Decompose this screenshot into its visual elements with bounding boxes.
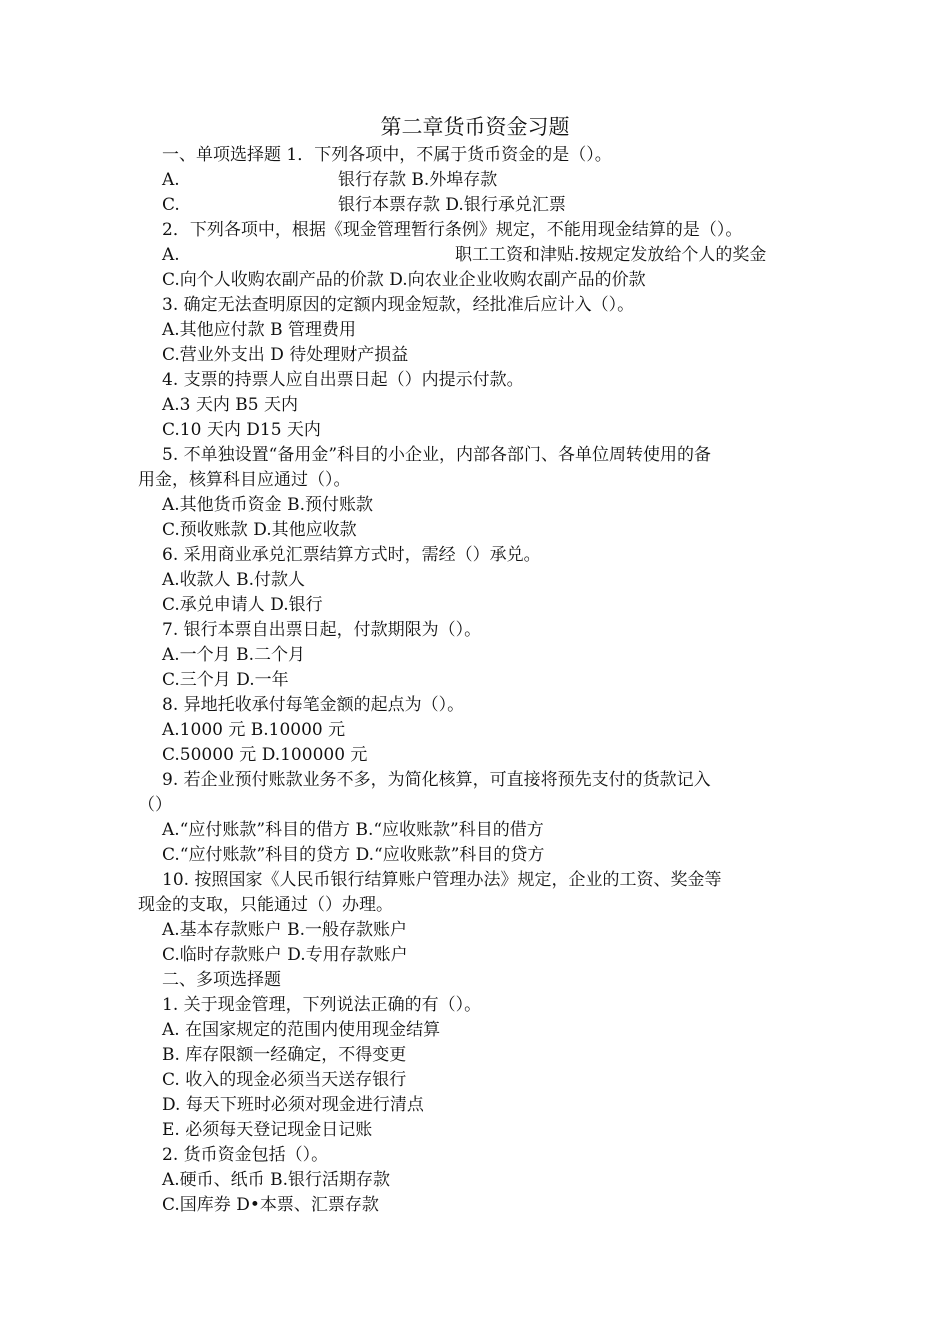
text-line: C.预收账款 D.其他应收款 <box>162 520 357 540</box>
text-line: A. 在国家规定的范围内使用现金结算 <box>162 1020 441 1040</box>
text-line: 3. 确定无法查明原因的定额内现金短款，经批准后应计入（）。 <box>162 295 635 315</box>
text-line: A.基本存款账户 B.一般存款账户 <box>162 920 407 940</box>
text-line: 职工工资和津贴.按规定发放给个人的奖金 <box>455 245 767 265</box>
text-line: 1. 关于现金管理，下列说法正确的有（）。 <box>162 995 482 1015</box>
text-line: 8. 异地托收承付每笔金额的起点为（）。 <box>162 695 465 715</box>
text-line: 5. 不单独设置“备用金”科目的小企业，内部各部门、各单位周转使用的备 <box>162 445 712 465</box>
text-line: C.营业外支出 D 待处理财产损益 <box>162 345 409 365</box>
text-line: 9. 若企业预付账款业务不多，为简化核算，可直接将预先支付的货款记入 <box>162 770 711 790</box>
text-line: A.其他货币资金 B.预付账款 <box>162 495 373 515</box>
text-line: A.收款人 B.付款人 <box>162 570 305 590</box>
text-line: （） <box>138 795 172 815</box>
text-line: 2．下列各项中，根据《现金管理暂行条例》规定，不能用现金结算的是（）。 <box>162 220 743 240</box>
text-line: E. 必须每天登记现金日记账 <box>162 1120 373 1140</box>
text-line: 10. 按照国家《人民币银行结算账户管理办法》规定，企业的工资、奖金等 <box>162 870 722 890</box>
text-line: A.3 天内 B5 天内 <box>162 395 299 415</box>
text-line: C.50000 元 D.100000 元 <box>162 745 368 765</box>
text-line: C.10 天内 D15 天内 <box>162 420 321 440</box>
text-line: D. 每天下班时必须对现金进行清点 <box>162 1095 424 1115</box>
text-line: A.“应付账款”科目的借方 B.“应收账款”科目的借方 <box>162 820 544 840</box>
text-line: A. <box>162 245 180 265</box>
text-line: C. 收入的现金必须当天送存银行 <box>162 1070 407 1090</box>
text-line: C.向个人收购农副产品的价款 D.向农业企业收购农副产品的价款 <box>162 270 646 290</box>
text-line: 银行存款 B.外埠存款 <box>338 170 498 190</box>
text-line: A.一个月 B.二个月 <box>162 645 305 665</box>
text-line: 一、单项选择题 1．下列各项中，不属于货币资金的是（）。 <box>162 145 612 165</box>
text-line: C.“应付账款”科目的贷方 D.“应收账款”科目的贷方 <box>162 845 545 865</box>
text-line: 现金的支取，只能通过（）办理。 <box>138 895 393 915</box>
text-line: C.三个月 D.一年 <box>162 670 289 690</box>
text-line: C.国库券 D•本票、汇票存款 <box>162 1195 379 1215</box>
text-line: 4. 支票的持票人应自出票日起（）内提示付款。 <box>162 370 524 390</box>
text-line: C. <box>162 195 180 215</box>
text-line: 6. 采用商业承兑汇票结算方式时，需经（）承兑。 <box>162 545 541 565</box>
document-title: 第二章货币资金习题 <box>380 115 570 139</box>
text-line: 2. 货币资金包括（）。 <box>162 1145 329 1165</box>
text-line: A. <box>162 170 180 190</box>
text-line: A.1000 元 B.10000 元 <box>162 720 346 740</box>
section-heading: 二、多项选择题 <box>162 970 281 990</box>
text-line: A.硬币、纸币 B.银行活期存款 <box>162 1170 390 1190</box>
text-line: C.临时存款账户 D.专用存款账户 <box>162 945 408 965</box>
text-line: A.其他应付款 B 管理费用 <box>162 320 356 340</box>
text-line: 银行本票存款 D.银行承兑汇票 <box>338 195 566 215</box>
text-line: 7. 银行本票自出票日起，付款期限为（）。 <box>162 620 482 640</box>
text-line: B. 库存限额一经确定，不得变更 <box>162 1045 407 1065</box>
text-line: C.承兑申请人 D.银行 <box>162 595 323 615</box>
text-line: 用金，核算科目应通过（）。 <box>138 470 351 490</box>
